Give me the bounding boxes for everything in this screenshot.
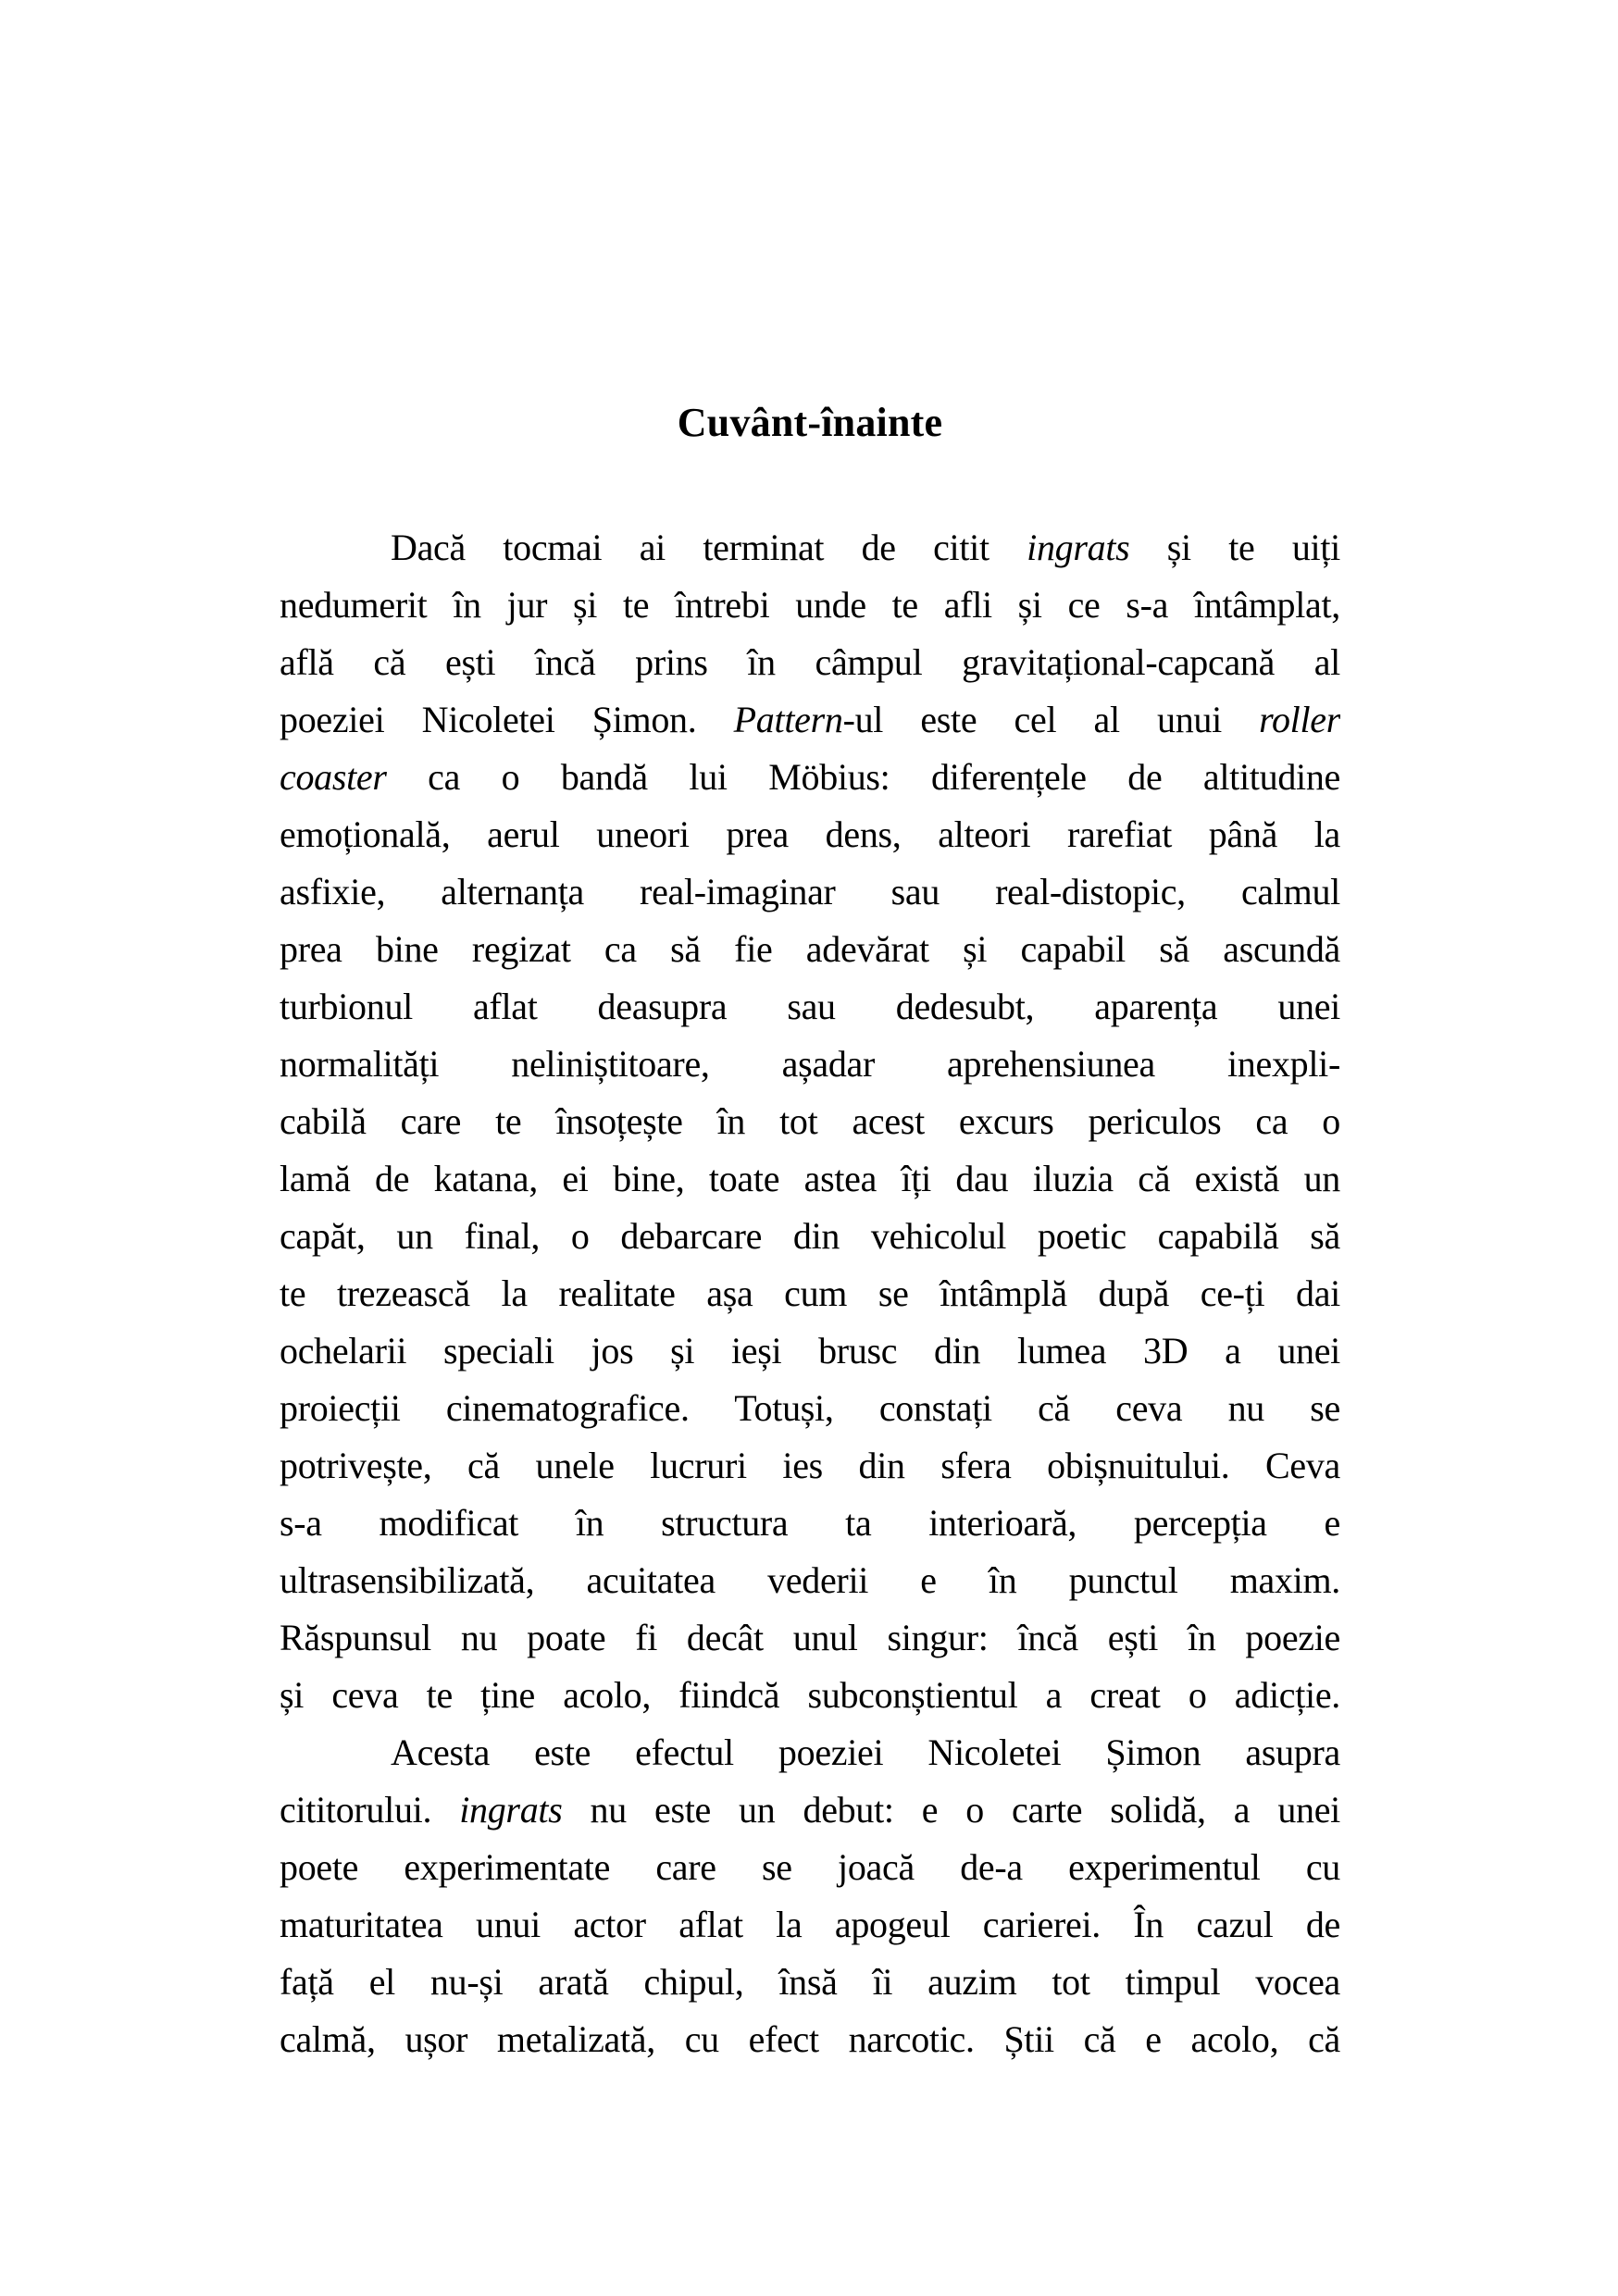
text-line: [280, 1265, 1340, 1322]
text-run: emoțională, aerul uneori prea dens, alteori rarefiat până la: [280, 813, 1340, 855]
text-run: potrivește, că unele lucruri ies din sfera obișnuitului. Ceva: [280, 1445, 1340, 1486]
italic-text: Pattern: [733, 699, 843, 740]
text-line: [280, 1208, 1340, 1265]
text-line: [280, 749, 1340, 806]
text-run: turbionul aflat deasupra sau dedesubt, aparența unei: [280, 986, 1340, 1027]
text-run: și ceva te ține acolo, fiindcă subconștientul a creat o adicție.: [280, 1674, 1340, 1716]
text-run: asfixie, alternanța real-imaginar sau real-distopic, calmul: [280, 871, 1340, 912]
text-run: poete experimentate care se joacă de-a experimentul cu: [280, 1846, 1340, 1888]
text-line: [280, 691, 1340, 749]
text-line: [280, 1495, 1340, 1552]
text-run: Dacă tocmai ai terminat de citit: [391, 527, 1027, 568]
text-line: [280, 1093, 1340, 1150]
text-line: [280, 921, 1340, 978]
text-line: [280, 1036, 1340, 1093]
text-line: [280, 1552, 1340, 1609]
page-title: Cuvânt-înainte: [677, 400, 943, 445]
text-run: prea bine regizat ca să fie adevărat și capabil să ascundă: [280, 928, 1340, 970]
text-run: față el nu-și arată chipul, însă îi auzim tot timpul vocea: [280, 1961, 1340, 2003]
italic-text: ingrats: [1027, 527, 1130, 568]
text-run: -ul este cel al unui: [842, 699, 1260, 740]
text-run: te trezească la realitate așa cum se întâmplă după ce-ți dai: [280, 1272, 1340, 1314]
italic-text: roller: [1259, 699, 1340, 740]
text-run: ultrasensibilizată, acuitatea vederii e în punctul maxim.: [280, 1559, 1340, 1601]
text-line: [280, 1896, 1340, 1954]
text-run: calmă, ușor metalizată, cu efect narcotic. Știi că e acolo, că: [280, 2018, 1340, 2060]
text-run: ca o bandă lui Möbius: diferențele de altitudine: [386, 756, 1340, 798]
text-line: [280, 1839, 1340, 1896]
text-run: cabilă care te însoțește în tot acest excurs periculos ca o: [280, 1100, 1340, 1142]
text-run: maturitatea unui actor aflat la apogeul carierei. În cazul de: [280, 1904, 1340, 1945]
text-line: [280, 1667, 1340, 1724]
text-line: [280, 1380, 1340, 1437]
text-run: lamă de katana, ei bine, toate astea îți dau iluzia că există un: [280, 1158, 1340, 1199]
text-line: [280, 634, 1340, 691]
text-line: [280, 1954, 1340, 2011]
text-run: cititorului.: [280, 1789, 460, 1831]
italic-text: coaster: [280, 756, 387, 798]
text-line: [280, 2011, 1340, 2068]
text-run: ochelarii speciali jos și ieși brusc din lumea 3D a unei: [280, 1330, 1340, 1371]
text-line: [280, 577, 1340, 634]
text-line: [280, 1781, 1340, 1839]
body-text: [280, 519, 1340, 2068]
text-run: normalități neliniștitoare, așadar aprehensiunea inexpli-: [280, 1043, 1340, 1085]
text-run: proiecții cinematografice. Totuși, constați că ceva nu se: [280, 1387, 1340, 1429]
text-line: [280, 1437, 1340, 1495]
text-line: [280, 519, 1340, 577]
text-line: [280, 1609, 1340, 1667]
text-line: [280, 1150, 1340, 1208]
text-line: [280, 1322, 1340, 1380]
text-run: nedumerit în jur și te întrebi unde te afli și ce s-a întâmplat,: [280, 584, 1340, 626]
text-run: nu este un debut: e o carte solidă, a unei: [562, 1789, 1340, 1831]
text-run: Acesta este efectul poeziei Nicoletei Șimon asupra: [391, 1731, 1340, 1773]
text-run: află că ești încă prins în câmpul gravitațional-capcană al: [280, 641, 1340, 683]
text-line: [280, 806, 1340, 863]
text-run: poeziei Nicoletei Șimon.: [280, 699, 734, 740]
text-run: Răspunsul nu poate fi decât unul singur: încă ești în poezie: [280, 1617, 1340, 1658]
page-content: [280, 0, 1340, 2068]
text-line: [280, 863, 1340, 921]
text-run: și te uiți: [1129, 527, 1340, 568]
text-run: capăt, un final, o debarcare din vehicolul poetic capabilă să: [280, 1215, 1340, 1257]
text-run: s-a modificat în structura ta interioară, percepția e: [280, 1502, 1340, 1544]
text-line: [280, 978, 1340, 1036]
text-line: [280, 1724, 1340, 1781]
italic-text: ingrats: [459, 1789, 563, 1831]
